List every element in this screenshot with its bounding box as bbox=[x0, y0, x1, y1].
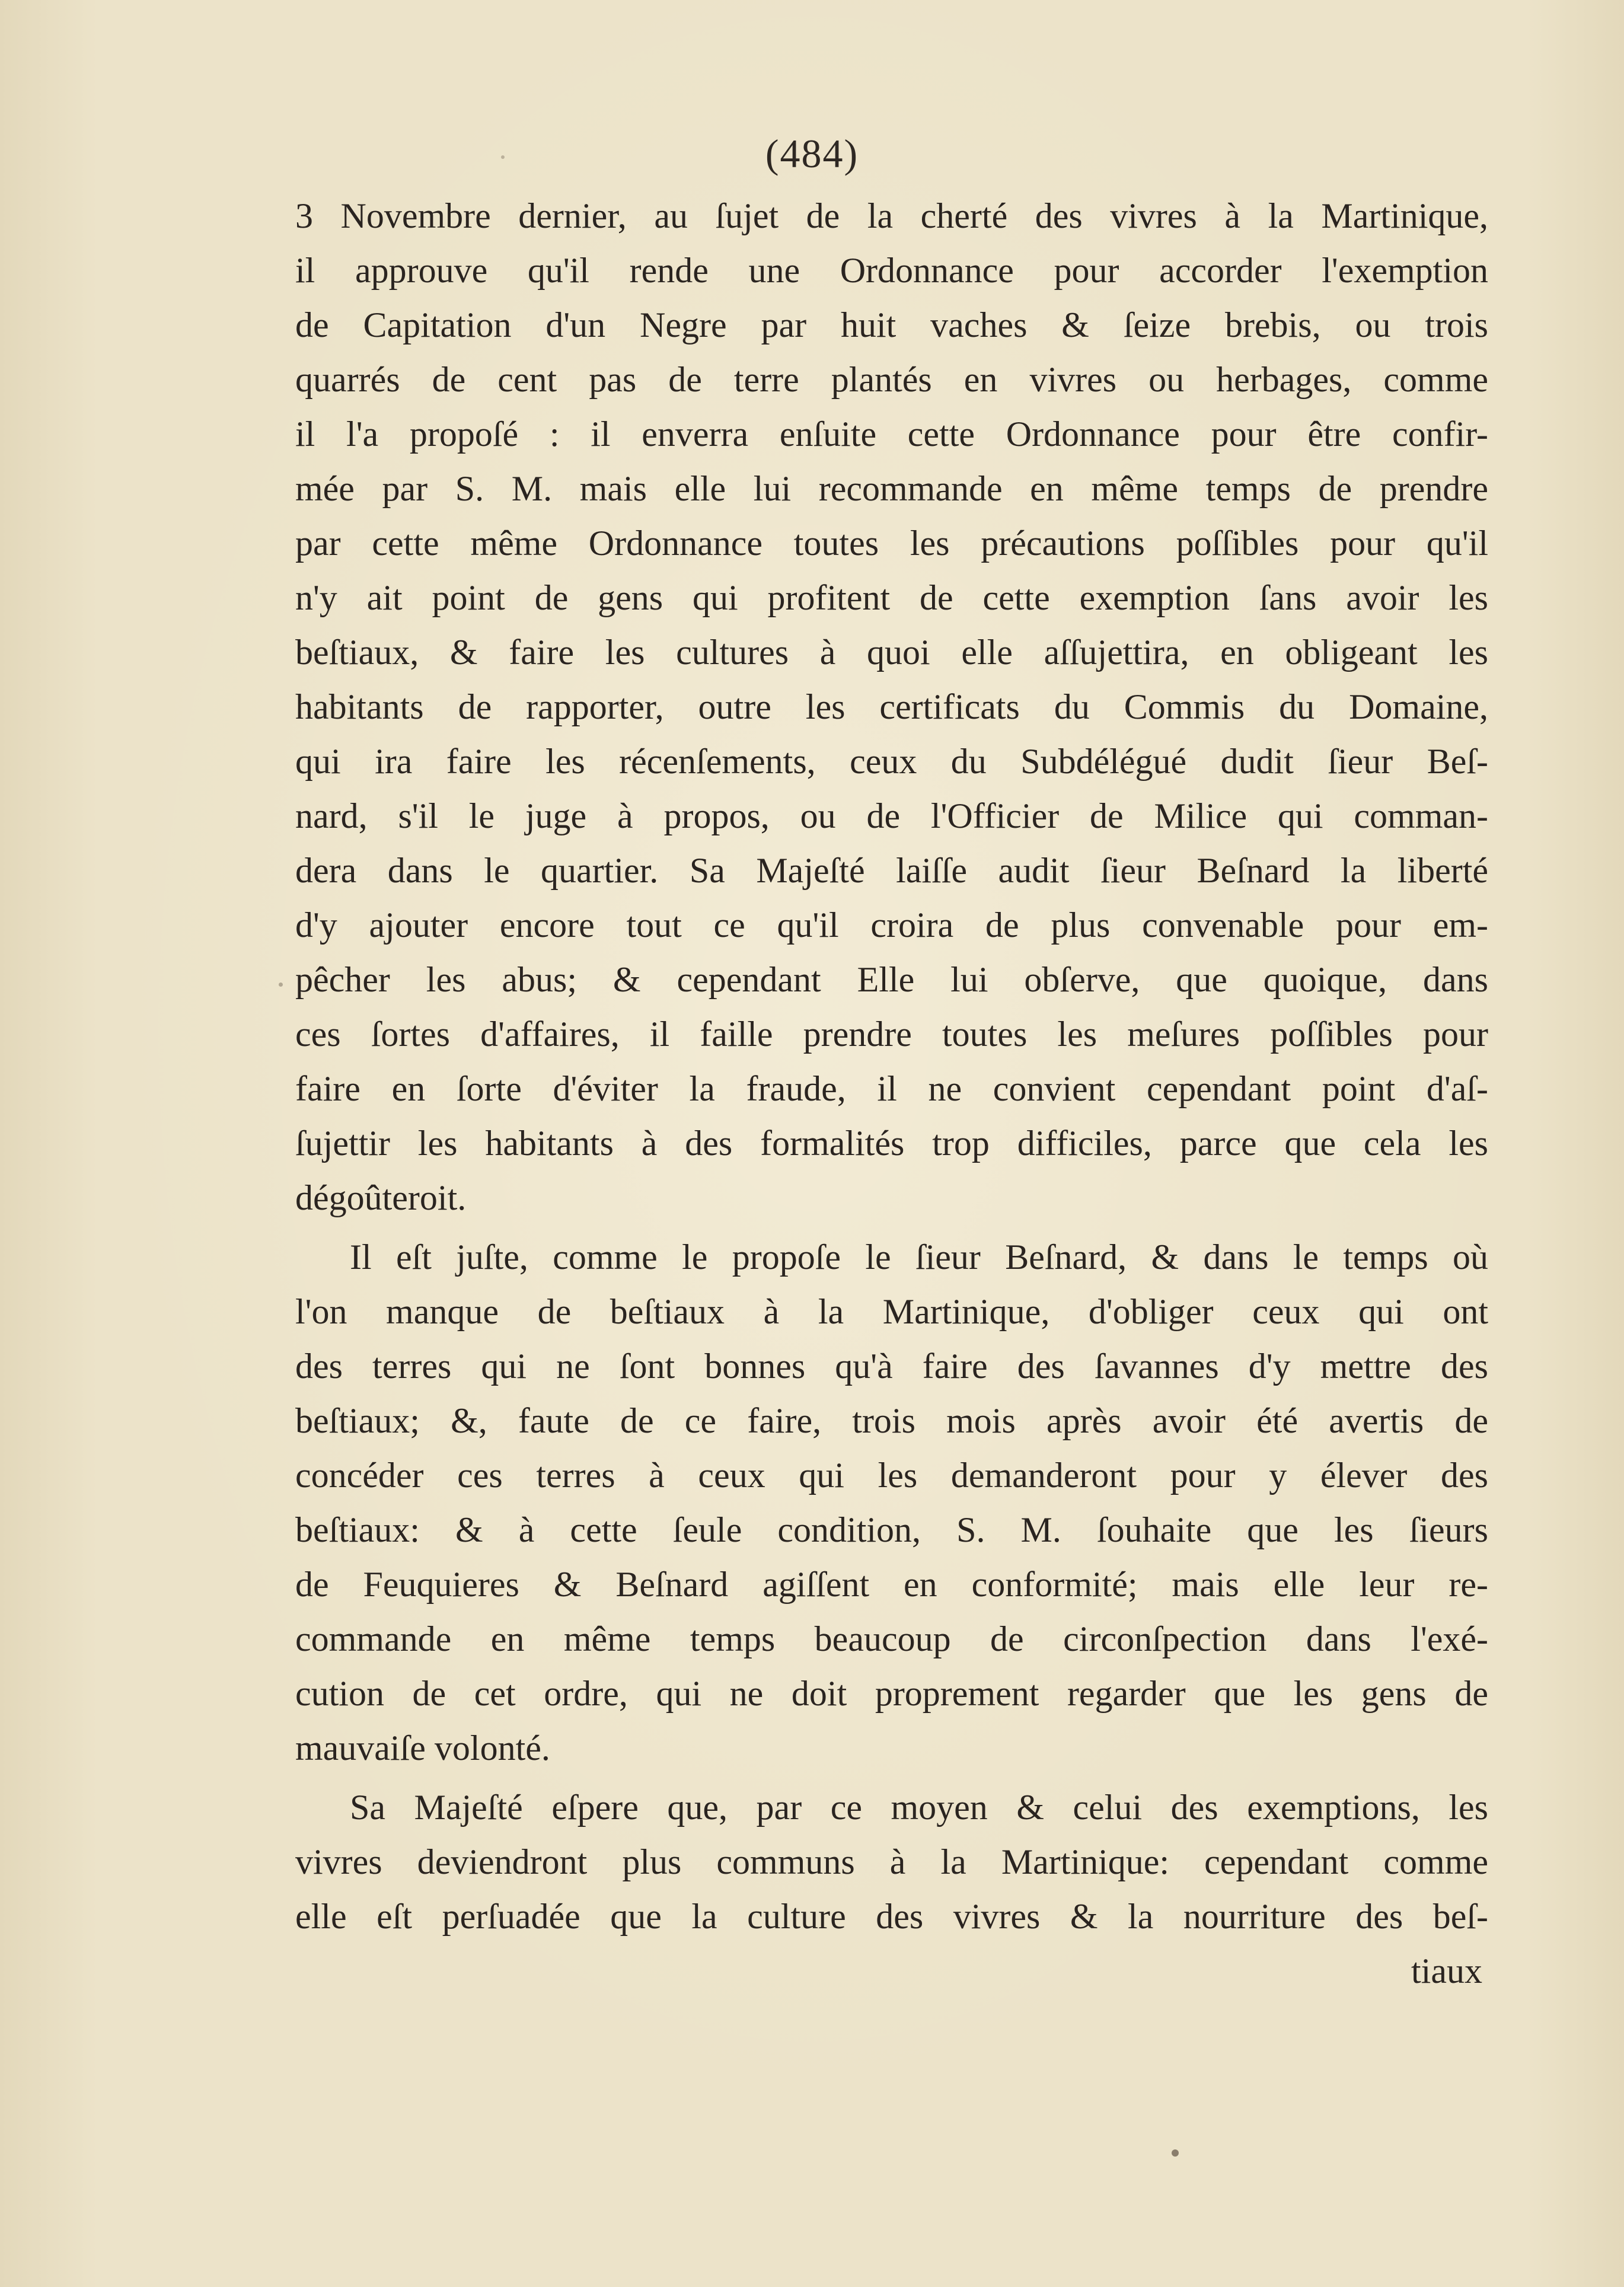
text-line: par cette même Ordonnance toutes les précautions poſſibles pour qu'il bbox=[295, 524, 1488, 563]
text-line: pêcher les abus; & cependant Elle lui obſerve, que quoique, dans bbox=[295, 960, 1488, 999]
text-line: d'y ajouter encore tout ce qu'il croira de plus convenable pour em- bbox=[295, 905, 1488, 945]
text-line: il approuve qu'il rende une Ordonnance pour accorder l'exemption bbox=[295, 251, 1488, 290]
text-line: faire en ſorte d'éviter la fraude, il ne convient cependant point d'aſ- bbox=[295, 1069, 1488, 1108]
text-line: commande en même temps beaucoup de circonſpection dans l'exé- bbox=[295, 1619, 1488, 1658]
text-line: dégoûteroit. bbox=[295, 1178, 467, 1217]
text-line: n'y ait point de gens qui profitent de cette exemption ſans avoir les bbox=[295, 578, 1488, 617]
text-line: nard, s'il le juge à propos, ou de l'Officier de Milice qui comman- bbox=[295, 796, 1488, 835]
text-line: qui ira faire les récenſements, ceux du Subdélégué dudit ſieur Beſ- bbox=[295, 742, 1488, 781]
text-line: cution de cet ordre, qui ne doit proprement regarder que les gens de bbox=[295, 1674, 1488, 1713]
text-line: des terres qui ne ſont bonnes qu'à faire des ſavannes d'y mettre des bbox=[295, 1347, 1488, 1386]
text-line: beſtiaux: & à cette ſeule condition, S. M. ſouhaite que les ſieurs bbox=[295, 1510, 1488, 1549]
text-line: 3 Novembre dernier, au ſujet de la cherté des vivres à la Martinique, bbox=[295, 196, 1488, 235]
text-line: quarrés de cent pas de terre plantés en vivres ou herbages, comme bbox=[295, 360, 1488, 399]
catchword: tiaux bbox=[1411, 1951, 1482, 1991]
text-line: concéder ces terres à ceux qui les demanderont pour y élever des bbox=[295, 1456, 1488, 1495]
text-line: vivres deviendront plus communs à la Martinique: cependant comme bbox=[295, 1842, 1488, 1881]
text-line: habitants de rapporter, outre les certificats du Commis du Domaine, bbox=[295, 687, 1488, 726]
page-number: (484) bbox=[765, 131, 859, 176]
text-line: mée par S. M. mais elle lui recommande en même temps de prendre bbox=[295, 469, 1488, 508]
paper-speck bbox=[1172, 2149, 1179, 2157]
text-line: beſtiaux; &, faute de ce faire, trois mois après avoir été avertis de bbox=[295, 1401, 1488, 1440]
text-line: mauvaiſe volonté. bbox=[295, 1728, 550, 1768]
text-line: ſujettir les habitants à des formalités trop difficiles, parce que cela les bbox=[295, 1124, 1488, 1163]
text-line: il l'a propoſé : il enverra enſuite cette Ordonnance pour être confir- bbox=[295, 414, 1488, 454]
text-line: de Feuquieres & Beſnard agiſſent en conformité; mais elle leur re- bbox=[295, 1565, 1488, 1604]
text-line: beſtiaux, & faire les cultures à quoi elle aſſujettira, en obligeant les bbox=[295, 633, 1488, 672]
body-text bbox=[295, 189, 1488, 1998]
paper-speck bbox=[501, 155, 505, 159]
text-line: elle eſt perſuadée que la culture des vivres & la nourriture des beſ- bbox=[295, 1897, 1488, 1936]
text-line: l'on manque de beſtiaux à la Martinique, d'obliger ceux qui ont bbox=[295, 1292, 1488, 1331]
paragraph-start-line: Il eſt juſte, comme le propoſe le ſieur Beſnard, & dans le temps où bbox=[350, 1237, 1488, 1277]
text-line: ces ſortes d'affaires, il faille prendre toutes les meſures poſſibles pour bbox=[295, 1015, 1488, 1054]
text-line: dera dans le quartier. Sa Majeſté laiſſe audit ſieur Beſnard la liberté bbox=[295, 851, 1488, 890]
paragraph-start-line: Sa Majeſté eſpere que, par ce moyen & celui des exemptions, les bbox=[350, 1788, 1488, 1827]
paper-speck bbox=[279, 983, 283, 987]
text-line: de Capitation d'un Negre par huit vaches & ſeize brebis, ou trois bbox=[295, 305, 1488, 345]
